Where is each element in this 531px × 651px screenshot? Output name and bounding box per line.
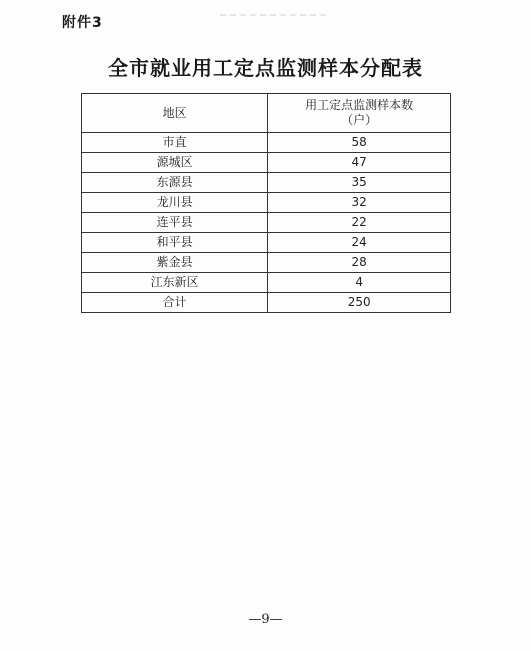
total-label-cell: 合计 xyxy=(82,293,268,313)
table-row xyxy=(82,233,451,253)
total-count-cell: 250 xyxy=(268,293,451,313)
table-row xyxy=(82,193,451,213)
region-cell: 东源县 xyxy=(82,173,268,193)
header-region: 地区 xyxy=(82,94,268,133)
region-cell: 龙川县 xyxy=(82,193,268,213)
count-cell: 47 xyxy=(268,153,451,173)
attachment-label: 附件3 xyxy=(62,15,103,31)
table-row xyxy=(82,173,451,193)
count-cell: 35 xyxy=(268,173,451,193)
header-sample-count-label: 用工定点监测样本数 xyxy=(305,98,414,112)
table-row xyxy=(82,213,451,233)
header-sample-count-unit: （户） xyxy=(341,113,378,127)
header-sample-count xyxy=(268,94,451,133)
region-cell: 紫金县 xyxy=(82,253,268,273)
table-total-row xyxy=(82,293,451,313)
count-cell: 32 xyxy=(268,193,451,213)
region-cell: 市直 xyxy=(82,133,268,153)
count-cell: 22 xyxy=(268,213,451,233)
page-title: 全市就业用工定点监测样本分配表 xyxy=(108,56,423,80)
region-cell: 和平县 xyxy=(82,233,268,253)
count-cell: 24 xyxy=(268,233,451,253)
table-row xyxy=(82,253,451,273)
table-row xyxy=(82,153,451,173)
count-cell: 58 xyxy=(268,133,451,153)
table-row xyxy=(82,273,451,293)
scan-artifact xyxy=(220,14,330,16)
sample-allocation-table xyxy=(81,93,451,313)
table-header-row xyxy=(82,94,451,133)
count-cell: 4 xyxy=(268,273,451,293)
region-cell: 江东新区 xyxy=(82,273,268,293)
region-cell: 源城区 xyxy=(82,153,268,173)
table-row xyxy=(82,133,451,153)
page-number: —9— xyxy=(248,612,283,627)
region-cell: 连平县 xyxy=(82,213,268,233)
count-cell: 28 xyxy=(268,253,451,273)
